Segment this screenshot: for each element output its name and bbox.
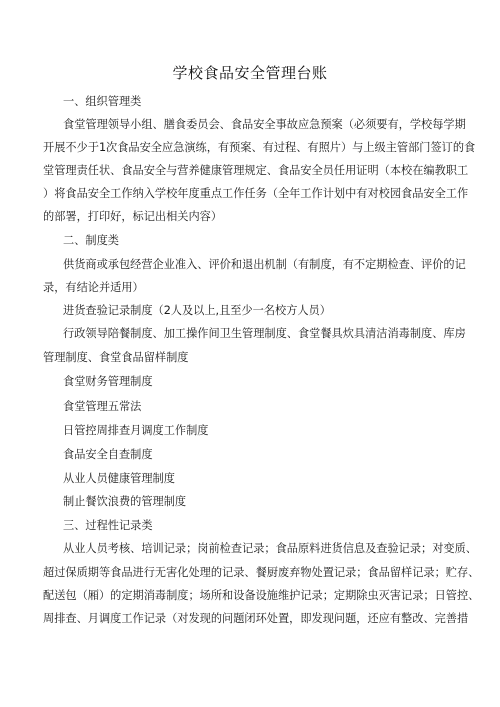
section-heading-records: 三、过程性记录类 xyxy=(63,519,153,532)
paragraph-line: 从业人员健康管理制度 xyxy=(63,472,175,485)
paragraph-line: 配送包（厢）的定期消毒制度；场所和设备设施维护记录；定期除虫灭害记录；日管控、 xyxy=(43,589,480,602)
paragraph-line: 食堂管理领导小组、膳食委员会、食品安全事故应急预案（必须要有，学校每学期 xyxy=(63,118,466,131)
paragraph-line: 开展不少于1次食品安全应急演练，有预案、有过程、有照片）与上级主管部门签订的食 xyxy=(43,141,476,154)
paragraph-line: 录，有结论并适用） xyxy=(43,281,144,294)
paragraph-line: 从业人员考核、培训记录；岗前检查记录；食品原料进货信息及查验记录；对变质、 xyxy=(63,542,477,555)
paragraph-line: 食堂管理五常法 xyxy=(63,400,142,413)
section-heading-rules: 二、制度类 xyxy=(63,234,119,247)
paragraph-line: 行政领导陪餐制度、加工操作间卫生管理制度、食堂餐具炊具清洁消毒制度、库房 xyxy=(63,327,466,340)
paragraph-line: 管理制度、食堂食品留样制度 xyxy=(43,351,189,364)
paragraph-line: 超过保质期等食品进行无害化处理的记录、餐厨废弃物处置记录；食品留样记录；贮存、 xyxy=(43,566,480,579)
paragraph-line: 供货商或承包经营企业准入、评价和退出机制（有制度，有不定期检查、评价的记 xyxy=(63,258,466,271)
paragraph-line: 周排查、月调度工作记录（对发现的问题闭环处置，即发现问题，还应有整改、完善措 xyxy=(43,612,469,625)
paragraph-line: 食品安全自查制度 xyxy=(63,448,153,461)
paragraph-line: 日管控周排查月调度工作制度 xyxy=(63,424,209,437)
paragraph-line: 堂管理责任状、食品安全与营养健康管理规定、食品安全员任用证明（本校在编教职工 xyxy=(43,164,469,177)
paragraph-line: 制止餐饮浪费的管理制度 xyxy=(63,495,187,508)
paragraph-line: 食堂财务管理制度 xyxy=(63,375,153,388)
paragraph-line: ）将食品安全工作纳入学校年度重点工作任务（全年工作计划中有对校园食品安全工作 xyxy=(43,187,469,200)
section-heading-organization: 一、组织管理类 xyxy=(63,95,142,108)
paragraph-line: 进货查验记录制度（2人及以上,且至少一名校方人员） xyxy=(63,304,331,317)
document-title: 学校食品安全管理台账 xyxy=(172,64,328,82)
paragraph-line: 的部署，打印好，标记出相关内容） xyxy=(43,210,223,223)
